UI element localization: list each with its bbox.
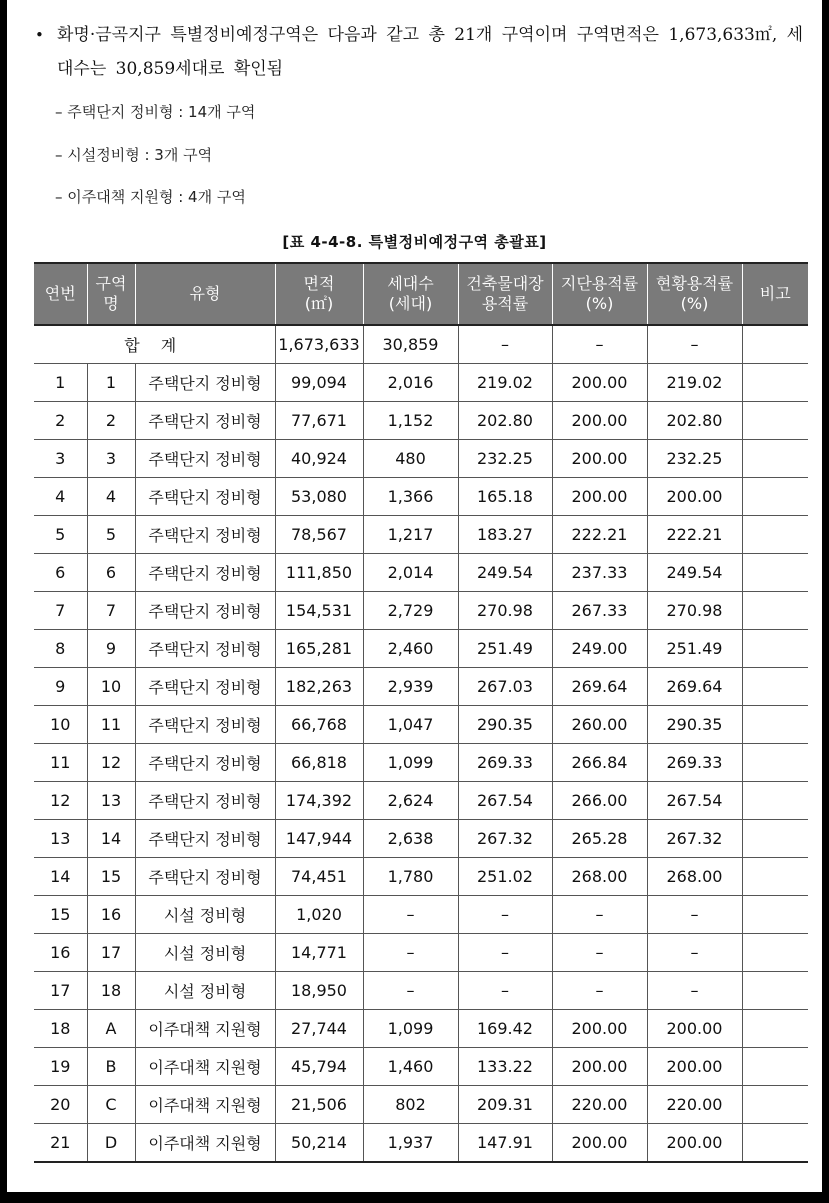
seq-cell: 1 bbox=[34, 364, 87, 402]
seq-cell: 6 bbox=[34, 554, 87, 592]
table-row bbox=[34, 1124, 808, 1163]
current-far-cell: 269.33 bbox=[647, 744, 742, 782]
current-far-cell: 267.54 bbox=[647, 782, 742, 820]
type-cell: 이주대책 지원형 bbox=[135, 1010, 275, 1048]
current-far-cell: 200.00 bbox=[647, 1048, 742, 1086]
households-cell: 1,099 bbox=[363, 1010, 458, 1048]
building-far-cell: 232.25 bbox=[458, 440, 552, 478]
current-far-cell: 290.35 bbox=[647, 706, 742, 744]
header-current-far: 현황용적률 (%) bbox=[647, 263, 742, 325]
building-far-cell: 147.91 bbox=[458, 1124, 552, 1163]
table-row bbox=[34, 820, 808, 858]
seq-cell: 21 bbox=[34, 1124, 87, 1163]
building-far-cell: 249.54 bbox=[458, 554, 552, 592]
total-label: 합 계 bbox=[34, 325, 275, 364]
building-far-cell: 251.49 bbox=[458, 630, 552, 668]
households-cell: 1,366 bbox=[363, 478, 458, 516]
total-area: 1,673,633 bbox=[275, 325, 363, 364]
area-cell: 21,506 bbox=[275, 1086, 363, 1124]
zone-cell: 9 bbox=[87, 630, 135, 668]
plan-far-cell: 200.00 bbox=[552, 1124, 647, 1163]
note-cell bbox=[742, 972, 808, 1010]
current-far-cell: 219.02 bbox=[647, 364, 742, 402]
building-far-cell: 165.18 bbox=[458, 478, 552, 516]
note-cell bbox=[742, 1010, 808, 1048]
table-row bbox=[34, 934, 808, 972]
note-cell bbox=[742, 554, 808, 592]
type-cell: 주택단지 정비형 bbox=[135, 440, 275, 478]
zone-cell: 4 bbox=[87, 478, 135, 516]
current-far-cell: 267.32 bbox=[647, 820, 742, 858]
note-cell bbox=[742, 934, 808, 972]
header-note: 비고 bbox=[742, 263, 808, 325]
current-far-cell: 220.00 bbox=[647, 1086, 742, 1124]
total-plan-far: – bbox=[552, 325, 647, 364]
current-far-cell: – bbox=[647, 934, 742, 972]
sub-item-facility: – 시설정비형 : 3개 구역 bbox=[55, 146, 213, 164]
type-cell: 주택단지 정비형 bbox=[135, 706, 275, 744]
type-cell: 주택단지 정비형 bbox=[135, 668, 275, 706]
zone-cell: 16 bbox=[87, 896, 135, 934]
households-cell: 1,099 bbox=[363, 744, 458, 782]
households-cell: 480 bbox=[363, 440, 458, 478]
table-row bbox=[34, 1086, 808, 1124]
households-cell: 2,729 bbox=[363, 592, 458, 630]
zone-cell: 3 bbox=[87, 440, 135, 478]
building-far-cell: 202.80 bbox=[458, 402, 552, 440]
table-row bbox=[34, 782, 808, 820]
building-far-cell: 267.03 bbox=[458, 668, 552, 706]
type-cell: 주택단지 정비형 bbox=[135, 478, 275, 516]
seq-cell: 19 bbox=[34, 1048, 87, 1086]
households-cell: 1,460 bbox=[363, 1048, 458, 1086]
intro-text: 화명·금곡지구 특별정비예정구역은 다음과 같고 총 21개 구역이며 구역면적은 1,673,633㎡, 세대수는 30,859세대로 확인됨 bbox=[57, 25, 804, 79]
zone-cell: 15 bbox=[87, 858, 135, 896]
note-cell bbox=[742, 516, 808, 554]
households-cell: 1,152 bbox=[363, 402, 458, 440]
building-far-cell: – bbox=[458, 896, 552, 934]
note-cell bbox=[742, 1124, 808, 1163]
table-row bbox=[34, 972, 808, 1010]
plan-far-cell: 200.00 bbox=[552, 1010, 647, 1048]
households-cell: 1,780 bbox=[363, 858, 458, 896]
header-households: 세대수 (세대) bbox=[363, 263, 458, 325]
households-cell: – bbox=[363, 934, 458, 972]
type-cell: 주택단지 정비형 bbox=[135, 782, 275, 820]
header-type: 유형 bbox=[135, 263, 275, 325]
plan-far-cell: 200.00 bbox=[552, 478, 647, 516]
type-cell: 주택단지 정비형 bbox=[135, 820, 275, 858]
area-cell: 99,094 bbox=[275, 364, 363, 402]
total-note bbox=[742, 325, 808, 364]
households-cell: 802 bbox=[363, 1086, 458, 1124]
building-far-cell: 269.33 bbox=[458, 744, 552, 782]
type-cell: 이주대책 지원형 bbox=[135, 1086, 275, 1124]
seq-cell: 4 bbox=[34, 478, 87, 516]
type-cell: 이주대책 지원형 bbox=[135, 1124, 275, 1163]
zone-cell: 5 bbox=[87, 516, 135, 554]
area-cell: 78,567 bbox=[275, 516, 363, 554]
current-far-cell: 232.25 bbox=[647, 440, 742, 478]
area-cell: 1,020 bbox=[275, 896, 363, 934]
zone-cell: 1 bbox=[87, 364, 135, 402]
header-building-far: 건축물대장 용적률 bbox=[458, 263, 552, 325]
zone-cell: 2 bbox=[87, 402, 135, 440]
type-cell: 이주대책 지원형 bbox=[135, 1048, 275, 1086]
table-row bbox=[34, 858, 808, 896]
summary-table bbox=[34, 262, 808, 1163]
households-cell: 2,624 bbox=[363, 782, 458, 820]
plan-far-cell: 200.00 bbox=[552, 1048, 647, 1086]
area-cell: 53,080 bbox=[275, 478, 363, 516]
type-cell: 주택단지 정비형 bbox=[135, 516, 275, 554]
zone-cell: 11 bbox=[87, 706, 135, 744]
area-cell: 14,771 bbox=[275, 934, 363, 972]
zone-cell: C bbox=[87, 1086, 135, 1124]
table-row bbox=[34, 706, 808, 744]
current-far-cell: 202.80 bbox=[647, 402, 742, 440]
building-far-cell: – bbox=[458, 972, 552, 1010]
plan-far-cell: 249.00 bbox=[552, 630, 647, 668]
table-row bbox=[34, 1048, 808, 1086]
plan-far-cell: – bbox=[552, 896, 647, 934]
zone-cell: B bbox=[87, 1048, 135, 1086]
households-cell: 2,014 bbox=[363, 554, 458, 592]
building-far-cell: 290.35 bbox=[458, 706, 552, 744]
seq-cell: 16 bbox=[34, 934, 87, 972]
plan-far-cell: 222.21 bbox=[552, 516, 647, 554]
households-cell: 2,939 bbox=[363, 668, 458, 706]
seq-cell: 3 bbox=[34, 440, 87, 478]
table-row bbox=[34, 592, 808, 630]
type-cell: 시설 정비형 bbox=[135, 896, 275, 934]
table-row bbox=[34, 554, 808, 592]
note-cell bbox=[742, 706, 808, 744]
table-row bbox=[34, 364, 808, 402]
seq-cell: 14 bbox=[34, 858, 87, 896]
bullet-symbol: • bbox=[35, 26, 44, 44]
note-cell bbox=[742, 630, 808, 668]
seq-cell: 11 bbox=[34, 744, 87, 782]
plan-far-cell: 266.84 bbox=[552, 744, 647, 782]
plan-far-cell: 269.64 bbox=[552, 668, 647, 706]
type-cell: 시설 정비형 bbox=[135, 972, 275, 1010]
sub-item-housing: – 주택단지 정비형 : 14개 구역 bbox=[55, 103, 256, 121]
seq-cell: 13 bbox=[34, 820, 87, 858]
note-cell bbox=[742, 402, 808, 440]
table-row bbox=[34, 478, 808, 516]
current-far-cell: 269.64 bbox=[647, 668, 742, 706]
households-cell: – bbox=[363, 896, 458, 934]
area-cell: 147,944 bbox=[275, 820, 363, 858]
note-cell bbox=[742, 896, 808, 934]
plan-far-cell: 220.00 bbox=[552, 1086, 647, 1124]
current-far-cell: – bbox=[647, 896, 742, 934]
households-cell: 2,016 bbox=[363, 364, 458, 402]
type-cell: 주택단지 정비형 bbox=[135, 630, 275, 668]
seq-cell: 20 bbox=[34, 1086, 87, 1124]
seq-cell: 18 bbox=[34, 1010, 87, 1048]
note-cell bbox=[742, 364, 808, 402]
note-cell bbox=[742, 668, 808, 706]
seq-cell: 5 bbox=[34, 516, 87, 554]
type-cell: 주택단지 정비형 bbox=[135, 744, 275, 782]
table-caption: [표 4-4-8. 특별정비예정구역 총괄표] bbox=[282, 233, 547, 251]
plan-far-cell: 200.00 bbox=[552, 402, 647, 440]
type-cell: 주택단지 정비형 bbox=[135, 402, 275, 440]
area-cell: 77,671 bbox=[275, 402, 363, 440]
total-households: 30,859 bbox=[363, 325, 458, 364]
seq-cell: 2 bbox=[34, 402, 87, 440]
note-cell bbox=[742, 1086, 808, 1124]
header-seq: 연번 bbox=[34, 263, 87, 325]
table-row bbox=[34, 402, 808, 440]
zone-cell: 18 bbox=[87, 972, 135, 1010]
note-cell bbox=[742, 592, 808, 630]
seq-cell: 15 bbox=[34, 896, 87, 934]
plan-far-cell: 200.00 bbox=[552, 440, 647, 478]
area-cell: 74,451 bbox=[275, 858, 363, 896]
households-cell: – bbox=[363, 972, 458, 1010]
households-cell: 1,047 bbox=[363, 706, 458, 744]
plan-far-cell: – bbox=[552, 934, 647, 972]
table-row bbox=[34, 744, 808, 782]
table-header-row bbox=[34, 263, 808, 325]
sub-item-relocation: – 이주대책 지원형 : 4개 구역 bbox=[55, 188, 246, 206]
table-row bbox=[34, 1010, 808, 1048]
area-cell: 154,531 bbox=[275, 592, 363, 630]
plan-far-cell: 265.28 bbox=[552, 820, 647, 858]
intro-bullet bbox=[35, 18, 815, 86]
area-cell: 27,744 bbox=[275, 1010, 363, 1048]
current-far-cell: 270.98 bbox=[647, 592, 742, 630]
area-cell: 111,850 bbox=[275, 554, 363, 592]
area-cell: 18,950 bbox=[275, 972, 363, 1010]
table-row bbox=[34, 440, 808, 478]
note-cell bbox=[742, 744, 808, 782]
total-row bbox=[34, 325, 808, 364]
zone-cell: 17 bbox=[87, 934, 135, 972]
building-far-cell: 209.31 bbox=[458, 1086, 552, 1124]
plan-far-cell: 260.00 bbox=[552, 706, 647, 744]
area-cell: 50,214 bbox=[275, 1124, 363, 1163]
households-cell: 2,638 bbox=[363, 820, 458, 858]
type-cell: 주택단지 정비형 bbox=[135, 364, 275, 402]
current-far-cell: 200.00 bbox=[647, 1124, 742, 1163]
area-cell: 40,924 bbox=[275, 440, 363, 478]
building-far-cell: 219.02 bbox=[458, 364, 552, 402]
zone-cell: 10 bbox=[87, 668, 135, 706]
plan-far-cell: 268.00 bbox=[552, 858, 647, 896]
zone-cell: 13 bbox=[87, 782, 135, 820]
current-far-cell: 268.00 bbox=[647, 858, 742, 896]
zone-cell: 14 bbox=[87, 820, 135, 858]
table-row bbox=[34, 896, 808, 934]
total-current-far: – bbox=[647, 325, 742, 364]
note-cell bbox=[742, 1048, 808, 1086]
building-far-cell: 169.42 bbox=[458, 1010, 552, 1048]
current-far-cell: 251.49 bbox=[647, 630, 742, 668]
current-far-cell: 249.54 bbox=[647, 554, 742, 592]
zone-cell: 7 bbox=[87, 592, 135, 630]
note-cell bbox=[742, 858, 808, 896]
area-cell: 174,392 bbox=[275, 782, 363, 820]
area-cell: 66,818 bbox=[275, 744, 363, 782]
total-building-far: – bbox=[458, 325, 552, 364]
note-cell bbox=[742, 820, 808, 858]
zone-cell: A bbox=[87, 1010, 135, 1048]
building-far-cell: 270.98 bbox=[458, 592, 552, 630]
seq-cell: 17 bbox=[34, 972, 87, 1010]
seq-cell: 10 bbox=[34, 706, 87, 744]
households-cell: 1,217 bbox=[363, 516, 458, 554]
seq-cell: 8 bbox=[34, 630, 87, 668]
households-cell: 2,460 bbox=[363, 630, 458, 668]
type-cell: 주택단지 정비형 bbox=[135, 554, 275, 592]
area-cell: 165,281 bbox=[275, 630, 363, 668]
area-cell: 45,794 bbox=[275, 1048, 363, 1086]
header-zone: 구역 명 bbox=[87, 263, 135, 325]
type-cell: 주택단지 정비형 bbox=[135, 858, 275, 896]
building-far-cell: 251.02 bbox=[458, 858, 552, 896]
building-far-cell: 267.32 bbox=[458, 820, 552, 858]
current-far-cell: 200.00 bbox=[647, 1010, 742, 1048]
type-cell: 시설 정비형 bbox=[135, 934, 275, 972]
zone-cell: D bbox=[87, 1124, 135, 1163]
building-far-cell: – bbox=[458, 934, 552, 972]
area-cell: 182,263 bbox=[275, 668, 363, 706]
note-cell bbox=[742, 478, 808, 516]
table-row bbox=[34, 516, 808, 554]
seq-cell: 9 bbox=[34, 668, 87, 706]
type-cell: 주택단지 정비형 bbox=[135, 592, 275, 630]
building-far-cell: 267.54 bbox=[458, 782, 552, 820]
seq-cell: 7 bbox=[34, 592, 87, 630]
table-row bbox=[34, 630, 808, 668]
building-far-cell: 133.22 bbox=[458, 1048, 552, 1086]
plan-far-cell: – bbox=[552, 972, 647, 1010]
zone-cell: 12 bbox=[87, 744, 135, 782]
table-row bbox=[34, 668, 808, 706]
plan-far-cell: 267.33 bbox=[552, 592, 647, 630]
current-far-cell: 222.21 bbox=[647, 516, 742, 554]
households-cell: 1,937 bbox=[363, 1124, 458, 1163]
header-area: 면적 (㎡) bbox=[275, 263, 363, 325]
note-cell bbox=[742, 440, 808, 478]
note-cell bbox=[742, 782, 808, 820]
header-plan-far: 지단용적률 (%) bbox=[552, 263, 647, 325]
plan-far-cell: 200.00 bbox=[552, 364, 647, 402]
area-cell: 66,768 bbox=[275, 706, 363, 744]
zone-cell: 6 bbox=[87, 554, 135, 592]
plan-far-cell: 237.33 bbox=[552, 554, 647, 592]
seq-cell: 12 bbox=[34, 782, 87, 820]
current-far-cell: 200.00 bbox=[647, 478, 742, 516]
plan-far-cell: 266.00 bbox=[552, 782, 647, 820]
current-far-cell: – bbox=[647, 972, 742, 1010]
building-far-cell: 183.27 bbox=[458, 516, 552, 554]
